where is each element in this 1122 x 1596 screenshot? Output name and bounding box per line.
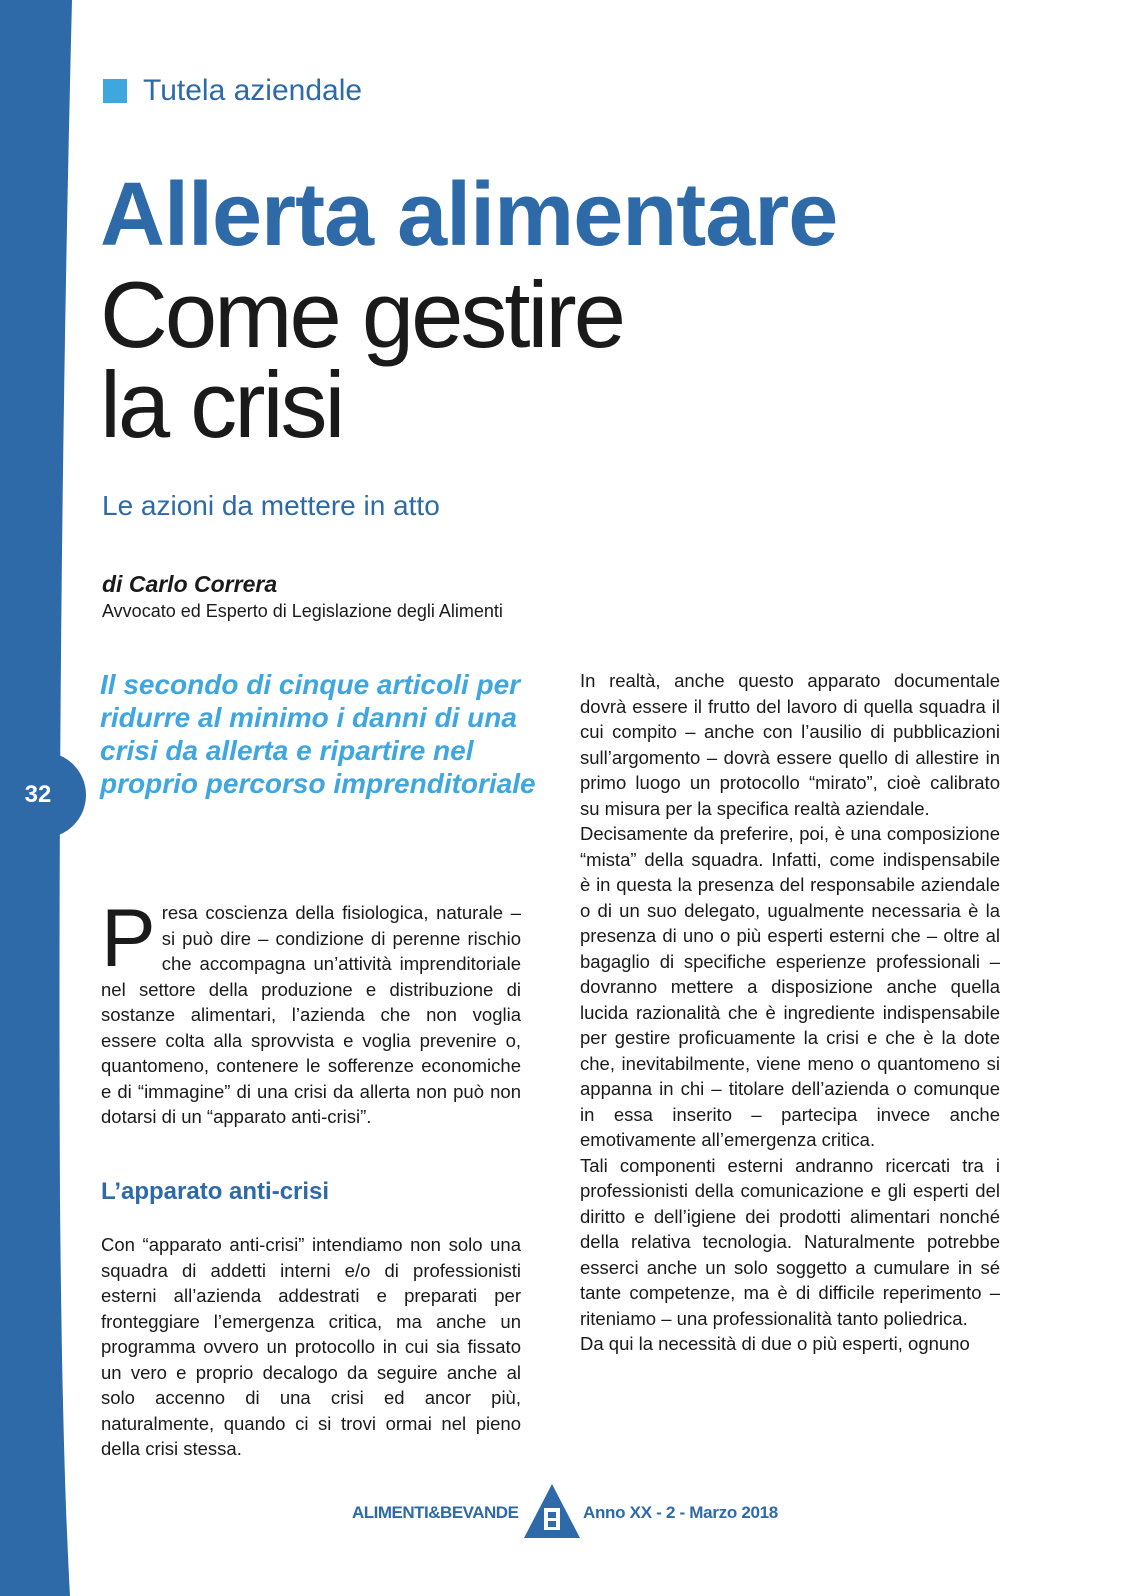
article-title: Allerta alimentare bbox=[100, 165, 838, 265]
author-name: di Carlo Correra bbox=[102, 571, 278, 597]
intro-paragraph bbox=[101, 893, 521, 1130]
page-number: 32 bbox=[0, 752, 86, 838]
magazine-name: ALIMENTI&BEVANDE bbox=[352, 1503, 519, 1522]
issue-info: Anno XX - 2 - Marzo 2018 bbox=[583, 1503, 778, 1522]
body-paragraph: Decisamente da preferire, poi, è una composizione “mista” della squadra. Infatti, come indispensabile è in questa la presenza del responsabile aziendale o di un suo delegato, ugualmente necessaria è la presenza di uno o più esperti esterni che – oltre al bagaglio di specifiche esperienze professionali – dovranno mettere a disposizione anche quella lucida razionalità che è ingrediente indispensabile per gestire proficuamente la crisi e che è la dote che, inevitabilmente, viene meno o quantomeno si appanna in chi – titolare dell’azienda o comunque in essa inserito – partecipa invece anche emotivamente all’emergenza critica. bbox=[580, 823, 1000, 1150]
article-subtitle: Le azioni da mettere in atto bbox=[102, 490, 440, 521]
section-label bbox=[103, 74, 362, 108]
intro-text: resa coscienza della fisiologica, naturale – si può dire – condizione di perenne rischio che accompagna un’attività imprenditoriale nel settore della produzione e distribuzione di sostanze alimentari, l’azienda che non voglia essere colta alla sprovvista e voglia prevenire o, quantomeno, contenere le sofferenze economiche e di “immagine” di una crisi da allerta non può non dotarsi di un “apparato anti-crisi”. bbox=[101, 902, 521, 1127]
body-paragraph: Da qui la necessità di due o più esperti, ognuno bbox=[580, 1333, 970, 1354]
dropcap: P bbox=[101, 893, 156, 984]
body-column-left-bottom bbox=[101, 1232, 521, 1462]
lead-paragraph: Il secondo di cinque articoli per ridurre al minimo i danni di una crisi da allerta e ripartire nel proprio percorso imprenditoriale bbox=[100, 669, 536, 799]
body-column-right bbox=[580, 668, 1000, 1357]
body-column-left-top bbox=[101, 893, 521, 1130]
body-paragraph: In realtà, anche questo apparato documentale dovrà essere il frutto del lavoro di quella squadra il cui compito – anche con l’ausilio di pubblicazioni sull’argomento – dovrà essere quello di allestire in primo luogo un protocollo “mirato”, cioè calibrato su misura per la specifica realtà aziendale. bbox=[580, 670, 1000, 819]
section-heading: L’apparato anti-crisi bbox=[101, 1178, 330, 1205]
title-sub-line2: la crisi bbox=[100, 352, 343, 457]
article-subtitle-main bbox=[100, 262, 800, 457]
magazine-logo-icon bbox=[522, 1482, 582, 1540]
title-sub-line1: Come gestire bbox=[100, 262, 623, 367]
body-paragraph: Tali componenti esterni andranno ricercati tra i professionisti della comunicazione e gli esperti del diritto e dell’igiene dei prodotti alimentari nonché della relativa tecnologia. Naturalmente potrebbe esserci anche un solo soggetto a cumulare in sé tante competenze, ma è di difficile reperimento – riteniamo – una professionalità tanto poliedrica. bbox=[580, 1154, 1000, 1329]
author-role: Avvocato ed Esperto di Legislazione degli Alimenti bbox=[102, 601, 503, 621]
section-title: Tutela aziendale bbox=[143, 74, 363, 107]
section-square-icon bbox=[103, 79, 127, 103]
body-paragraph: Con “apparato anti-crisi” intendiamo non solo una squadra di addetti interni e/o di professionisti esterni all’azienda addestrati e preparati per fronteggiare l’emergenza critica, ma anche un programma ovvero un protocollo in cui sia fissato un vero e proprio decalogo da seguire anche al solo accenno di una crisi ed ancor più, naturalmente, quando ci si trovi ormai nel pieno della crisi stessa. bbox=[101, 1234, 521, 1459]
